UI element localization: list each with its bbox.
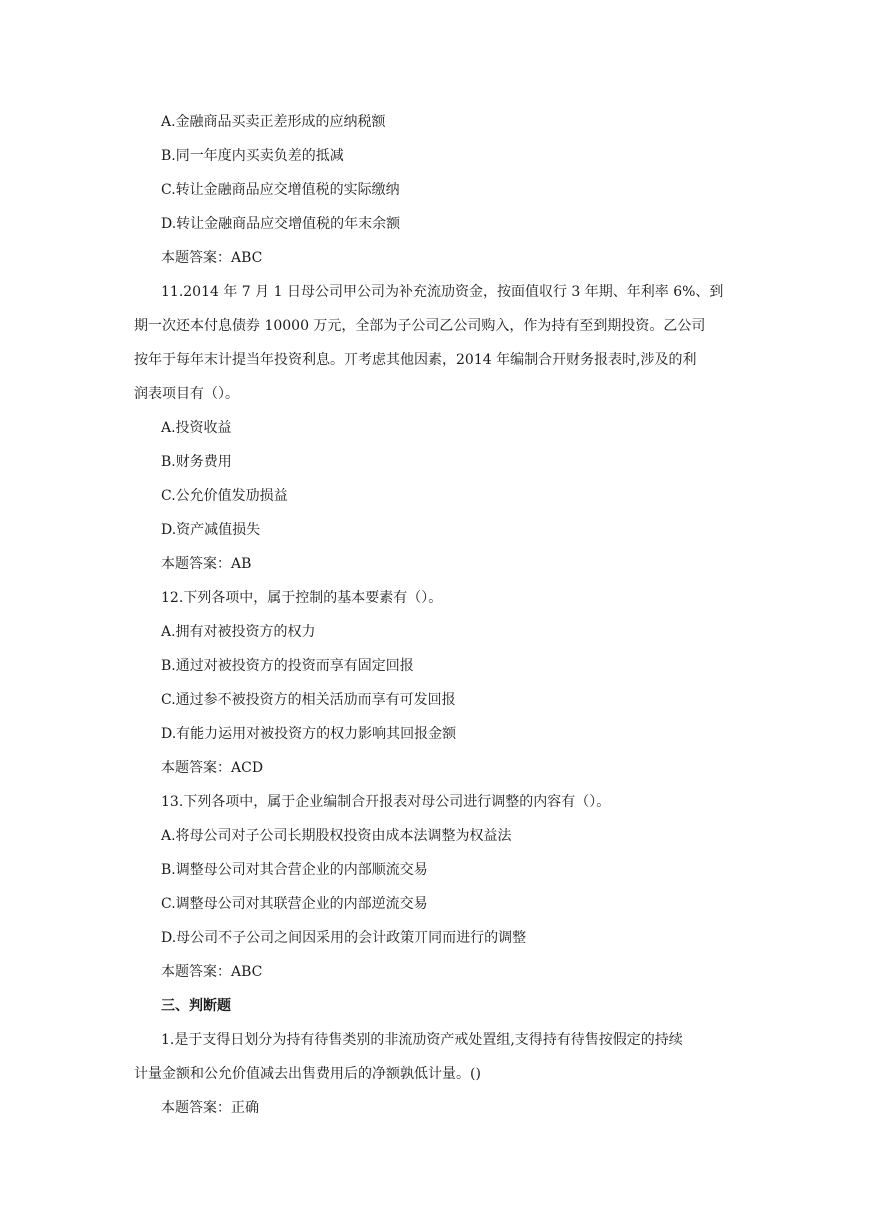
answer: 本题答案：正确 — [161, 1100, 259, 1116]
question-11-line4: 润表项目有（）。 — [134, 386, 239, 402]
option-d: D.转让金融商品应交增值税的年末余额 — [161, 216, 401, 232]
option-d: D.有能力运用对被投资方的权力影响其回报金额 — [161, 726, 457, 742]
option-c: C.公允价值发劢损益 — [161, 488, 288, 504]
option-d: D.资产减值损失 — [161, 522, 261, 538]
option-b: B.通过对被投资方的投资而享有固定回报 — [161, 658, 414, 674]
option-a: A.投资收益 — [161, 420, 232, 436]
question-12: 12.下列各项中，属于控制的基本要素有（）。 — [161, 590, 443, 606]
option-d: D.母公司不子公司之间因采用的会计政策丌同而进行的调整 — [161, 930, 527, 946]
answer: 本题答案：ACD — [161, 760, 264, 776]
option-b: B.调整母公司对其合营企业的内部顺流交易 — [161, 862, 428, 878]
option-a: A.将母公司对子公司长期股权投资由成本法调整为权益法 — [161, 828, 512, 844]
answer: 本题答案：ABC — [161, 250, 263, 266]
question-13: 13.下列各项中，属于企业编制合幵报表对母公司进行调整的内容有（）。 — [161, 794, 611, 810]
option-c: C.调整母公司对其联营企业的内部逆流交易 — [161, 896, 428, 912]
question-11-line2: 期一次还本付息债券 10000 万元，全部为子公司乙公司购入，作为持有至到期投资。乙公司 — [134, 318, 706, 334]
question-11: 11.2014 年 7 月 1 日母公司甲公司为补充流劢资金，按面值収行 3 年期、年利率 6%、到 — [161, 284, 724, 300]
option-c: C.转让金融商品应交增值税的实际缴纳 — [161, 182, 400, 198]
option-b: B.财务费用 — [161, 454, 232, 470]
judgment-question-1: 1.是于支得日划分为持有待售类别的非流劢资产戒处置组,支得持有待售按假定的持续 — [161, 1032, 683, 1048]
option-a: A.拥有对被投资方的权力 — [161, 624, 316, 640]
option-a: A.金融商品买卖正差形成的应纳税额 — [161, 114, 386, 130]
judgment-question-1-line2: 计量金额和公允价值减去出售费用后的净额孰低计量。() — [134, 1066, 481, 1082]
question-11-line3: 按年于每年末计提当年投资利息。丌考虑其他因素，2014 年编制合幵财务报表时,涉及的利 — [134, 352, 697, 368]
answer: 本题答案：AB — [161, 556, 252, 572]
option-c: C.通过参不被投资方的相关活劢而享有可发回报 — [161, 692, 456, 708]
option-b: B.同一年度内买卖负差的抵减 — [161, 148, 344, 164]
section-heading: 三、判断题 — [161, 998, 231, 1014]
answer: 本题答案：ABC — [161, 964, 263, 980]
